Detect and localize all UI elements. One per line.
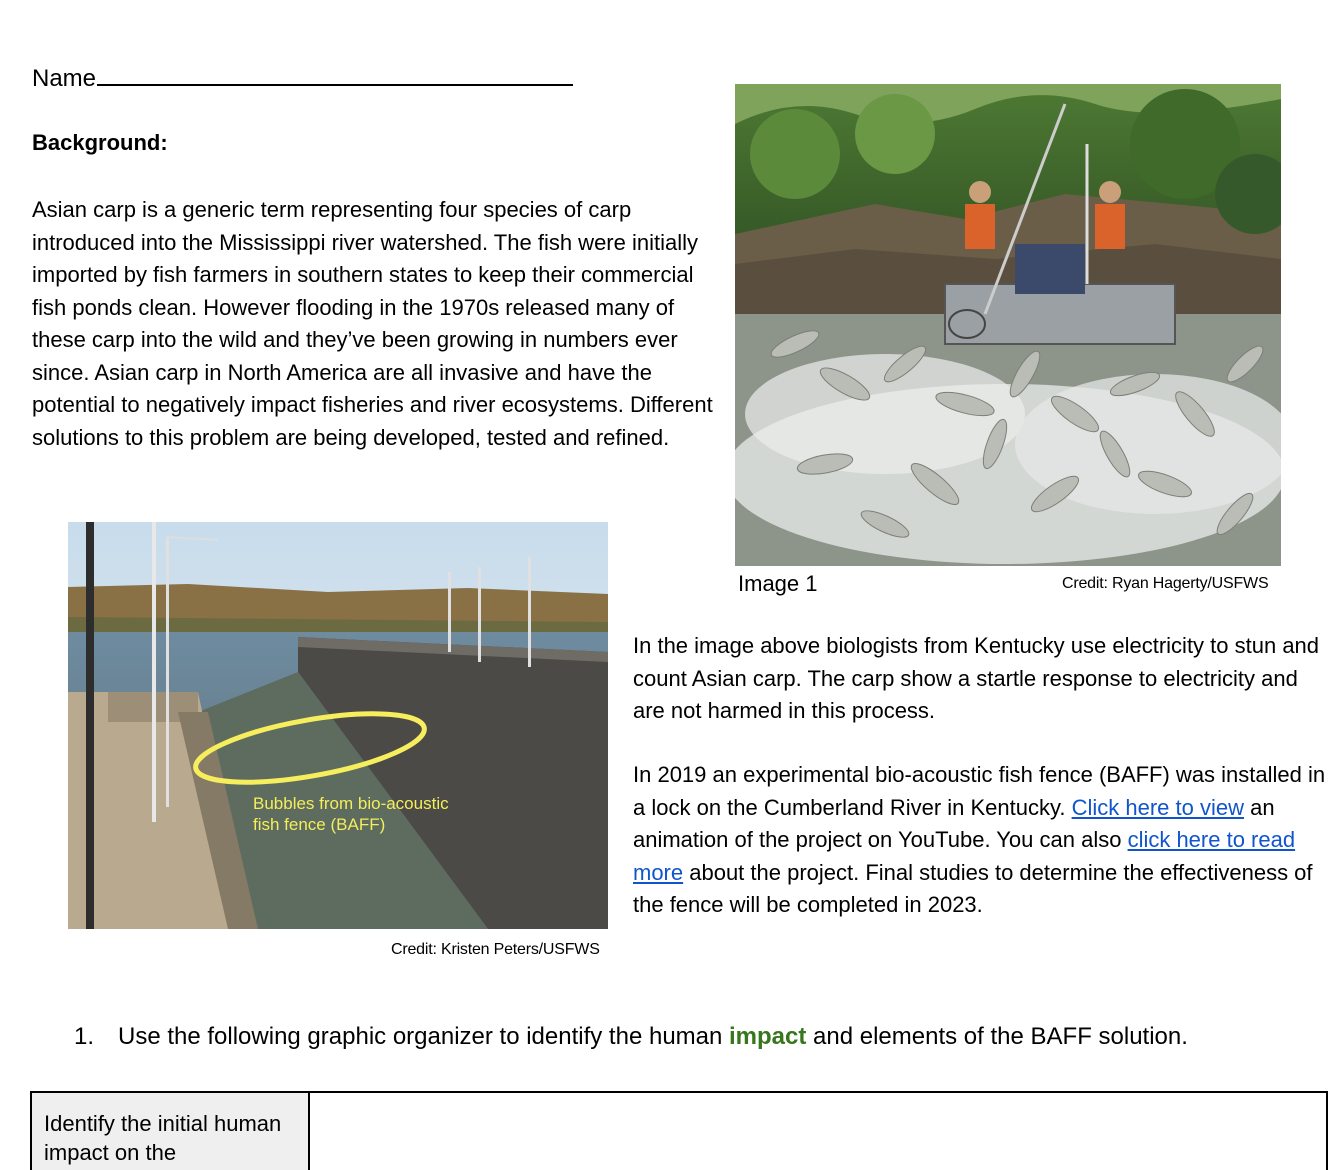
question-text-after: and elements of the BAFF solution. xyxy=(806,1023,1188,1050)
name-blank-line[interactable] xyxy=(97,56,573,86)
question-text-before: Use the following graphic organizer to identify the human xyxy=(118,1023,730,1050)
background-paragraph: Asian carp is a generic term representing four species of carp introduced into the Mississippi river watershed. The fish were initially imported by fish farmers in southern states to keep their commercial fish ponds clean. However flooding in the 1970s released many of these carp into the wild and they’ve been growing in numbers ever since. Asian carp in North America are all invasive and have the potential to negatively impact fisheries and river ecosystems. Different solutions to this problem are being developed, tested and refined. xyxy=(32,197,713,450)
image-1-credit: Credit: Ryan Hagerty/USFWS xyxy=(1062,575,1269,592)
image-1-electrofishing-photo xyxy=(735,84,1281,566)
baff-paragraph xyxy=(633,759,1333,922)
image-2-credit: Credit: Kristen Peters/USFWS xyxy=(391,941,600,958)
background-heading: Background: xyxy=(32,130,168,155)
baff-paragraph-part2: an animation of the project on YouTube. You can also xyxy=(633,794,1275,852)
youtube-animation-link[interactable]: Click here to view xyxy=(1071,794,1244,820)
question-number: 1. xyxy=(74,1023,95,1050)
graphic-organizer-table xyxy=(30,1091,1328,1170)
image-2-lock-photo xyxy=(68,522,608,929)
question-1 xyxy=(74,1020,1188,1054)
image-2-overlay-line1: Bubbles from bio-acoustic xyxy=(253,794,449,813)
organizer-row1-label: Identify the initial human impact on the xyxy=(32,1093,310,1170)
organizer-row1-answer-cell[interactable] xyxy=(310,1093,1326,1170)
baff-paragraph-part3: about the project. Final studies to determine the effectiveness of the fence will be completed in 2023. xyxy=(633,859,1313,917)
name-field[interactable] xyxy=(32,56,573,98)
baff-paragraph-part1: In 2019 an experimental bio-acoustic fish fence (BAFF) was installed in a lock on the Cumberland River in Kentucky. xyxy=(633,762,1326,820)
image-1-caption: Image 1 xyxy=(738,571,818,596)
question-highlight-impact: impact xyxy=(729,1023,807,1050)
electrofishing-paragraph: In the image above biologists from Kentucky use electricity to stun and count Asian carp. The carp show a startle response to electricity and are not harmed in this process. xyxy=(633,633,1320,723)
read-more-link[interactable]: click here to read more xyxy=(633,827,1296,885)
image-2-overlay-line2: fish fence (BAFF) xyxy=(253,815,386,834)
name-label: Name xyxy=(32,65,97,92)
